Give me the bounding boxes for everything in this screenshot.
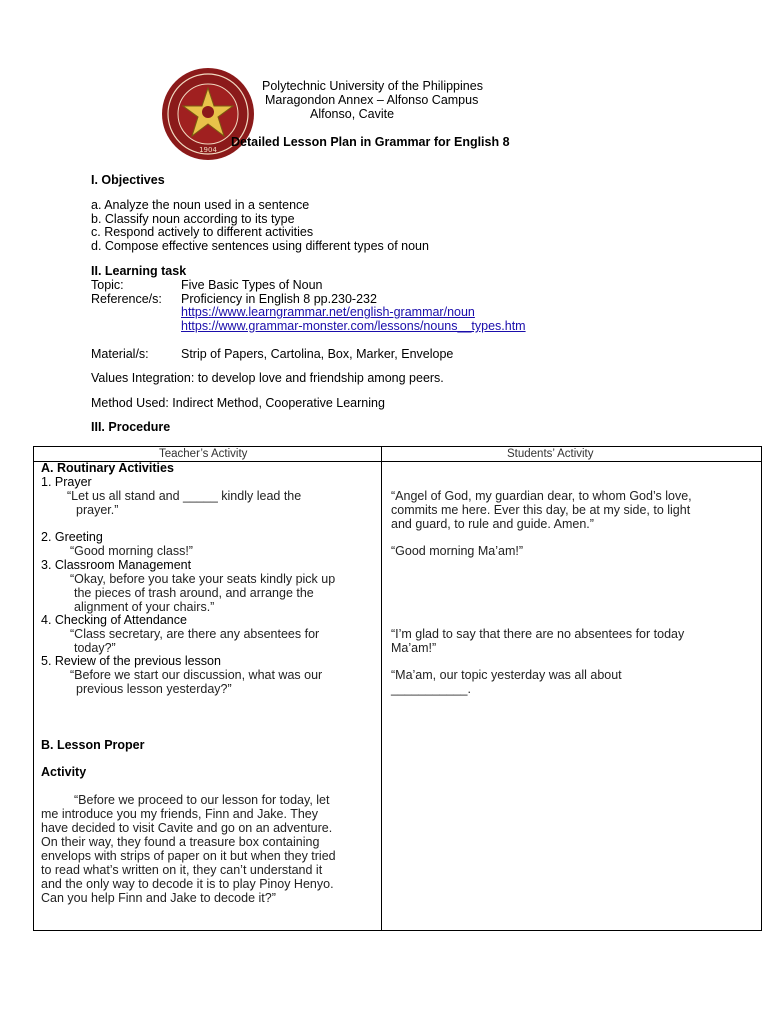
- lesson-proper-heading: B. Lesson Proper: [41, 738, 145, 752]
- greeting-label: 2. Greeting: [41, 530, 103, 544]
- student-line: “Good morning Ma’am!”: [391, 544, 523, 558]
- teacher-line: “Good morning class!”: [70, 544, 193, 558]
- page-title: Detailed Lesson Plan in Grammar for English 8: [231, 135, 510, 149]
- teacher-line: today?”: [74, 641, 116, 655]
- activity-line: to read what’s written on it, they can’t understand it: [41, 863, 323, 877]
- objective-item: c. Respond actively to different activities: [91, 225, 314, 239]
- activity-line: me introduce you my friends, Finn and Jake. They: [41, 807, 318, 821]
- teacher-line: “Before we start our discussion, what was our: [70, 668, 323, 682]
- objective-item: d. Compose effective sentences using different types of noun: [91, 239, 429, 253]
- students-column-header: Students’ Activity: [507, 448, 594, 460]
- activity-line: have decided to visit Cavite and go on an adventure.: [41, 821, 333, 835]
- procedure-heading: III. Procedure: [91, 420, 171, 434]
- activity-line: Can you help Finn and Jake to decode it?”: [41, 891, 276, 905]
- objective-item: a. Analyze the noun used in a sentence: [91, 198, 310, 212]
- teacher-line: previous lesson yesterday?”: [76, 682, 232, 696]
- classroom-management-label: 3. Classroom Management: [41, 558, 192, 572]
- teacher-line: “Okay, before you take your seats kindly pick up: [70, 572, 336, 586]
- reference-label: Reference/s:: [91, 292, 162, 306]
- prayer-label: 1. Prayer: [41, 475, 92, 489]
- teacher-line: the pieces of trash around, and arrange the: [74, 586, 314, 600]
- objective-item: b. Classify noun according to its type: [91, 212, 295, 226]
- attendance-label: 4. Checking of Attendance: [41, 613, 187, 627]
- learning-task-heading: II. Learning task: [91, 264, 187, 278]
- method-used: Method Used: Indirect Method, Cooperative Learning: [91, 396, 385, 410]
- location: Alfonso, Cavite: [310, 107, 395, 121]
- activity-line: On their way, they found a treasure box containing: [41, 835, 320, 849]
- activity-line: and the only way to decode it is to play Pinoy Henyo.: [41, 877, 334, 891]
- student-line: “Angel of God, my guardian dear, to whom God’s love,: [391, 489, 692, 503]
- materials-value: Strip of Papers, Cartolina, Box, Marker, Envelope: [181, 347, 454, 361]
- student-line: “Ma’am, our topic yesterday was all about: [391, 668, 622, 682]
- column-divider: [381, 447, 382, 930]
- topic-label: Topic:: [91, 278, 124, 292]
- student-line: Ma’am!”: [391, 641, 437, 655]
- student-line: ___________.: [391, 682, 471, 696]
- objectives-heading: I. Objectives: [91, 173, 165, 187]
- university-name: Polytechnic University of the Philippines: [262, 79, 483, 93]
- student-line: commits me here. Ever this day, be at my side, to light: [391, 503, 691, 517]
- reference-link-grammar-monster[interactable]: https://www.grammar-monster.com/lessons/nouns__types.htm: [181, 319, 526, 333]
- teacher-line: “Class secretary, are there any absentees for: [70, 627, 320, 641]
- materials-label: Material/s:: [91, 347, 149, 361]
- activity-line: envelops with strips of paper on it but when they tried: [41, 849, 336, 863]
- teacher-line: alignment of your chairs.”: [74, 600, 215, 614]
- routinary-activities-heading: A. Routinary Activities: [41, 461, 174, 475]
- reference-link-learngrammar[interactable]: https://www.learngrammar.net/english-grammar/noun: [181, 305, 475, 319]
- activity-heading: Activity: [41, 765, 87, 779]
- activity-line: “Before we proceed to our lesson for today, let: [74, 793, 330, 807]
- campus-name: Maragondon Annex – Alfonso Campus: [265, 93, 479, 107]
- teacher-line: “Let us all stand and _____ kindly lead the: [67, 489, 302, 503]
- student-line: and guard, to rule and guide. Amen.”: [391, 517, 594, 531]
- review-label: 5. Review of the previous lesson: [41, 654, 221, 668]
- topic-value: Five Basic Types of Noun: [181, 278, 323, 292]
- values-integration: Values Integration: to develop love and friendship among peers.: [91, 371, 444, 385]
- teacher-column-header: Teacher’s Activity: [159, 448, 248, 460]
- reference-value: Proficiency in English 8 pp.230-232: [181, 292, 377, 306]
- procedure-table: [33, 446, 762, 931]
- student-line: “I’m glad to say that there are no absentees for today: [391, 627, 685, 641]
- seal-year: 1904: [199, 146, 217, 154]
- teacher-line: prayer.”: [76, 503, 119, 517]
